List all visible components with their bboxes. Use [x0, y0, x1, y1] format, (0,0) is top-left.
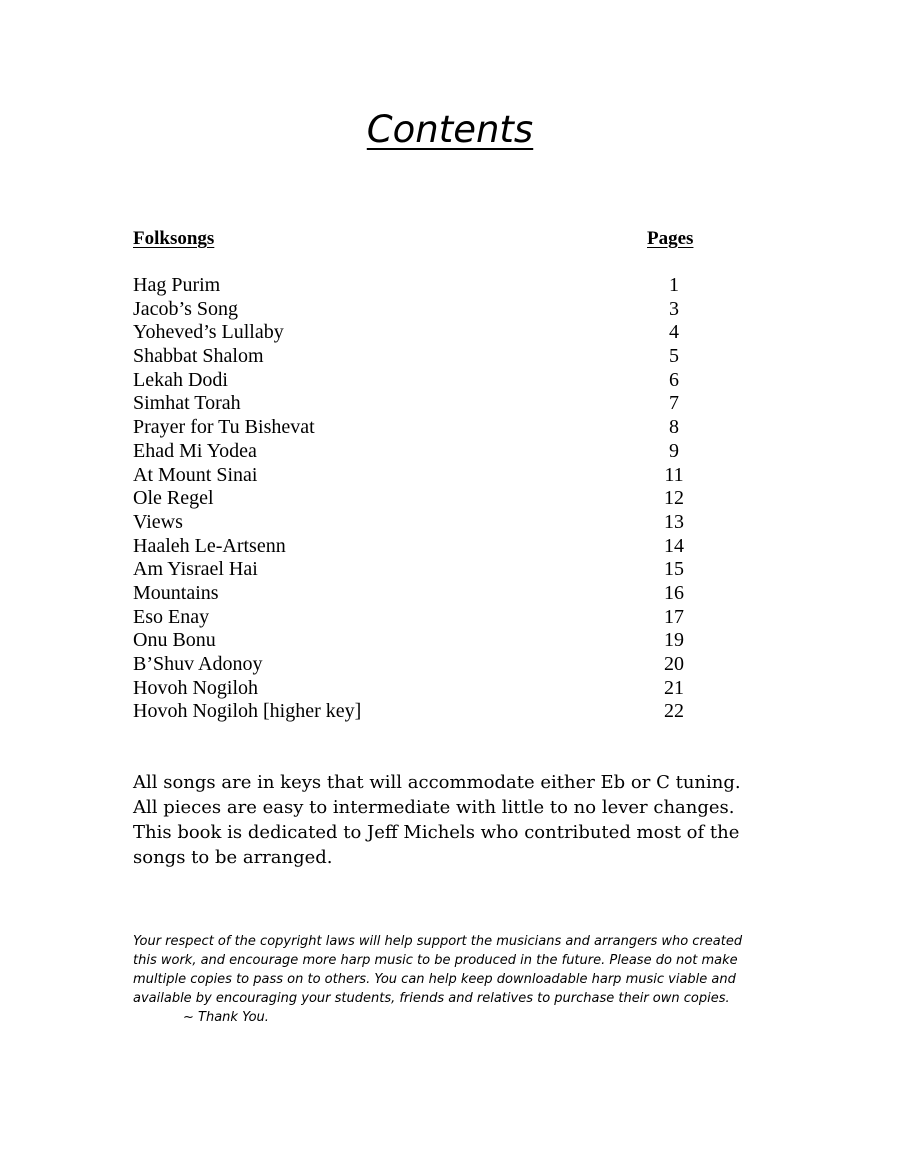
- song-title: Prayer for Tu Bishevat: [133, 416, 315, 439]
- page-number: 14: [664, 534, 684, 557]
- song-title: Lekah Dodi: [133, 368, 228, 391]
- contents-entry: [133, 677, 693, 701]
- contents-entry: [133, 629, 693, 653]
- notes-line: This book is dedicated to Jeff Michels who contributed most of the: [133, 822, 740, 843]
- song-title: Am Yisrael Hai: [133, 558, 258, 581]
- song-title: Shabbat Shalom: [133, 345, 264, 368]
- contents-entry: [133, 369, 693, 393]
- contents-entry: [133, 700, 693, 724]
- page-number: 20: [664, 653, 684, 675]
- contents-entry: [133, 274, 693, 298]
- thank-you-line: ~ Thank You.: [183, 1010, 269, 1025]
- page-number: 1: [669, 274, 679, 296]
- contents-entry: [133, 298, 693, 322]
- copyright-line: this work, and encourage more harp music to be produced in the future. Please do not make: [133, 953, 738, 968]
- song-title: Yoheved’s Lullaby: [133, 321, 284, 344]
- contents-list: [133, 274, 693, 724]
- contents-entry: [133, 321, 693, 345]
- copyright-line: available by encouraging your students, friends and relatives to purchase their own copies.: [133, 991, 730, 1006]
- contents-entry: [133, 416, 693, 440]
- contents-entry: [133, 345, 693, 369]
- contents-entry: [133, 653, 693, 677]
- contents-entry: [133, 392, 693, 416]
- contents-entry: [133, 535, 693, 559]
- notes-line: All pieces are easy to intermediate with little to no lever changes.: [133, 797, 735, 818]
- page-number: 17: [664, 605, 684, 628]
- song-title: At Mount Sinai: [133, 463, 258, 486]
- copyright-line: Your respect of the copyright laws will help support the musicians and arrangers who created: [133, 934, 743, 949]
- song-title: Eso Enay: [133, 605, 210, 628]
- page-number: 3: [669, 297, 679, 320]
- contents-entry: [133, 487, 693, 511]
- page-number: 15: [664, 558, 684, 581]
- song-title: Ehad Mi Yodea: [133, 439, 257, 462]
- notes-paragraph: [133, 770, 773, 870]
- page-number: 11: [664, 463, 684, 486]
- page-number: 7: [669, 392, 679, 415]
- page-number: 5: [669, 345, 679, 368]
- page-number: 8: [669, 416, 679, 439]
- pages-column-header: Pages: [647, 228, 694, 249]
- page-number: 21: [664, 676, 684, 699]
- page-number: 4: [669, 321, 679, 344]
- contents-entry: [133, 606, 693, 630]
- song-title: B’Shuv Adonoy: [133, 653, 263, 675]
- contents-entry: [133, 582, 693, 606]
- song-title: Jacob’s Song: [133, 297, 238, 320]
- page-number: 12: [664, 487, 684, 510]
- song-title: Hag Purim: [133, 274, 221, 296]
- song-title: Onu Bonu: [133, 629, 216, 652]
- contents-entry: [133, 558, 693, 582]
- copyright-notice: [133, 932, 793, 1027]
- song-title: Views: [133, 510, 183, 533]
- song-title: Simhat Torah: [133, 392, 241, 415]
- song-title: Hovoh Nogiloh: [133, 676, 258, 699]
- copyright-line: multiple copies to pass on to others. You can help keep downloadable harp music viable and: [133, 972, 736, 987]
- page-title: Contents: [366, 108, 534, 151]
- song-title: Haaleh Le-Artsenn: [133, 534, 286, 557]
- page-number: 19: [664, 629, 684, 652]
- song-title: Hovoh Nogiloh [higher key]: [133, 700, 362, 723]
- notes-line: songs to be arranged.: [133, 847, 333, 868]
- page-number: 22: [664, 700, 684, 723]
- folksongs-column-header: Folksongs: [133, 228, 215, 249]
- song-title: Ole Regel: [133, 487, 214, 510]
- contents-entry: [133, 464, 693, 488]
- notes-line: All songs are in keys that will accommodate either Eb or C tuning.: [133, 772, 741, 793]
- page-number: 16: [664, 581, 684, 604]
- contents-entry: [133, 511, 693, 535]
- page-number: 9: [669, 439, 679, 462]
- page-number: 13: [664, 510, 684, 533]
- song-title: Mountains: [133, 581, 219, 604]
- page-number: 6: [669, 368, 679, 391]
- contents-entry: [133, 440, 693, 464]
